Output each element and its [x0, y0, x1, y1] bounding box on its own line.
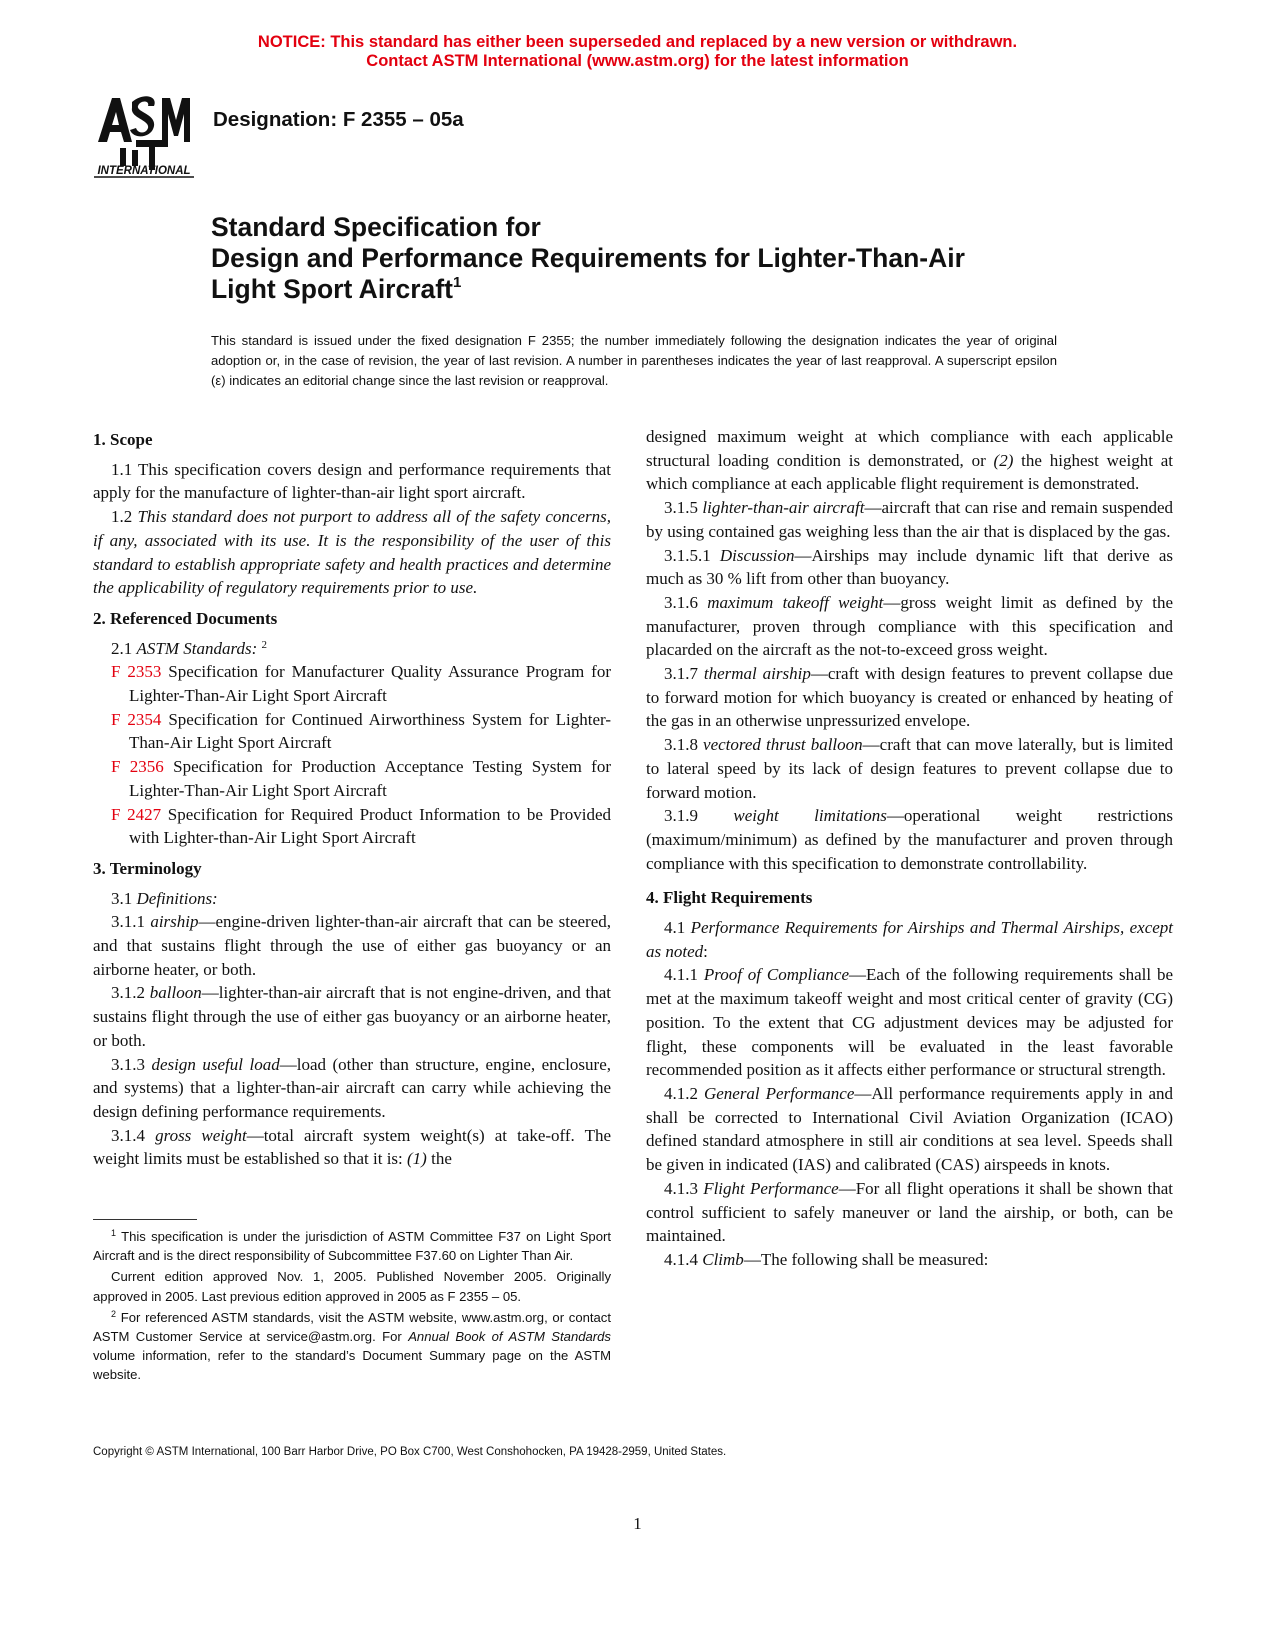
logo-letter-s — [130, 96, 155, 136]
section-3-heading: 3. Terminology — [93, 858, 202, 878]
paragraph-3-1-3: 3.1.3 design useful load—load (other than structure, engine, enclosure, and systems) that a lighter-than-air aircraft can carry while achieving the design defining performance requirements. — [93, 1054, 612, 1121]
paragraph-1-2: 1.2 This standard does not purport to address all of the safety concerns, if any, associated with its use. It is the responsibility of the user of this standard to establish appropriate safety and health practices and determine the applicability of regulatory requirements prior to use. — [93, 507, 612, 598]
astm-logo — [92, 90, 196, 182]
title-line-3: Light Sport Aircraft$^1$ — [211, 274, 462, 304]
paragraph-3-1-1: 3.1.1 airship—engine-driven lighter-than-air aircraft that can be steered, and that sustains flight through the use of either gas buoyancy or an airborne heater, or both. — [93, 912, 611, 979]
copyright-line: Copyright © ASTM International, 100 Barr Harbor Drive, PO Box C700, West Conshohocken, PA 19428-2959, United States. — [93, 1446, 727, 1458]
logo-letter-m — [162, 98, 190, 142]
supersession-notice — [0, 33, 1275, 71]
paragraph-3-1-4-continued: designed maximum weight at which compliance with each applicable structural loading condition is demonstrated, or (2) the highest weight at which compliance at each applicable flight requirement is demonstrated. — [646, 427, 1173, 494]
paragraph-4-1: 4.1 Performance Requirements for Airships and Thermal Airships, except as noted: — [646, 918, 1174, 961]
reference-link-f2354[interactable]: F 2354 — [111, 709, 162, 729]
paragraph-3-1-2: 3.1.2 balloon—lighter-than-air aircraft that is not engine-driven, and that sustains flight through the use of either gas buoyancy or an airborne heater, or both. — [93, 983, 612, 1050]
right-column — [646, 425, 1173, 1272]
section-1-heading: 1. Scope — [93, 430, 153, 449]
notice-line-1: NOTICE: This standard has either been superseded and replaced by a new version or withdrawn. — [257, 33, 1018, 51]
reference-f2354: F 2354 Specification for Continued Airworthiness System for Lighter-Than-Air Light Sport Aircraft — [111, 709, 611, 753]
left-column — [93, 428, 611, 1171]
footnote-2: $^2$ For referenced ASTM standards, visit the ASTM website, www.astm.org, or contact ASTM Customer Service at service@astm.org. For Annual Book of ASTM Standards volume information, refer to the standard’s Document Summary page on the ASTM website. — [93, 1308, 611, 1383]
paragraph-4-1-3: 4.1.3 Flight Performance—For all flight operations it shall be shown that control sufficient to safely maneuver or land the airship, or both, can be maintained. — [646, 1178, 1173, 1246]
paragraph-1-1: 1.1 This specification covers design and performance requirements that apply for the manufacture of lighter-than-air light sport aircraft. — [93, 459, 611, 503]
title-line-1: Standard Specification for — [211, 212, 541, 242]
reference-link-f2356[interactable]: F 2356 — [111, 757, 164, 777]
paragraph-3-1-6: 3.1.6 maximum takeoff weight—gross weight limit as defined by the manufacturer, proven through compliance with this specification and placarded on the aircraft as the not-to-exceed gross weight. — [646, 592, 1173, 660]
paragraph-2-1: 2.1 ASTM Standards: $^2$ — [111, 638, 267, 658]
paragraph-3-1-4: 3.1.4 gross weight—total aircraft system weight(s) at take-off. The weight limits must be established so that it is: (1) the — [93, 1125, 612, 1169]
designation: Designation: F 2355 – 05a — [213, 108, 464, 131]
footnote-2-mark[interactable]: 2 — [261, 638, 267, 651]
paragraph-3-1-9: 3.1.9 weight limitations—operational weight restrictions (maximum/minimum) as defined by the manufacturer and proven through compliance with this specification to demonstrate controllability. — [646, 806, 1174, 873]
paragraph-4-1-4: 4.1.4 Climb—The following shall be measured: — [664, 1249, 989, 1269]
document-title — [211, 212, 1111, 305]
reference-link-f2353[interactable]: F 2353 — [111, 662, 162, 682]
reference-f2353: F 2353 Specification for Manufacturer Quality Assurance Program for Lighter-Than-Air Light Sport Aircraft — [111, 662, 611, 706]
paragraph-3-1-7: 3.1.7 thermal airship—craft with design features to prevent collapse due to forward motion for which buoyancy is created or enhanced by heating of the gas in an otherwise unpressurized envelope. — [646, 664, 1174, 731]
logo-letter-a — [98, 98, 132, 142]
paragraph-3-1: 3.1 Definitions: — [111, 888, 218, 908]
notice-line-2: Contact ASTM International (www.astm.org) for the latest information — [366, 52, 909, 70]
reference-f2427: F 2427 Specification for Required Product Information to be Provided with Lighter-than-Air Light Sport Aircraft — [111, 804, 611, 848]
reference-f2356: F 2356 Specification for Production Acceptance Testing System for Lighter-Than-Air Light Sport Aircraft — [111, 757, 611, 800]
paragraph-4-1-1: 4.1.1 Proof of Compliance—Each of the following requirements shall be met at the maximum takeoff weight and most critical center of gravity (CG) position. To the extent that CG adjustment devices may be adjusted for flight, these components will be evaluated in the least favorable recommended position as it affects either performance or structural strength. — [646, 965, 1174, 1080]
title-footnote-mark[interactable]: 1 — [452, 274, 462, 291]
footnote-divider — [93, 1219, 197, 1220]
logo-text: INTERNATIONAL — [97, 165, 191, 177]
footnotes — [93, 1227, 611, 1387]
footnote-1: $^1$ This specification is under the jurisdiction of ASTM Committee F37 on Light Sport Aircraft and is the direct responsibility of Subcommittee F37.60 on Lighter Than Air. — [93, 1228, 611, 1264]
paragraph-3-1-5-1: 3.1.5.1 Discussion—Airships may include dynamic lift that derive as much as 30 % lift from other than buoyancy. — [646, 545, 1174, 589]
paragraph-3-1-5: 3.1.5 lighter-than-air aircraft—aircraft that can rise and remain suspended by using contained gas weighing less than the air that is displaced by the gas. — [646, 498, 1174, 541]
title-line-2: Design and Performance Requirements for Lighter-Than-Air — [211, 243, 965, 273]
reference-link-f2427[interactable]: F 2427 — [111, 804, 162, 824]
footnote-1-edition: Current edition approved Nov. 1, 2005. Published November 2005. Originally approved in 2005. Last previous edition approved in 2005 as F 2355 – 05. — [93, 1269, 611, 1304]
paragraph-4-1-2: 4.1.2 General Performance—All performance requirements apply in and shall be corrected to International Civil Aviation Organization (ICAO) defined standard atmosphere in still air conditions at sea level. Speeds shall be given in indicated (IAS) and calibrated (CAS) airspeeds in knots. — [646, 1083, 1173, 1175]
section-4-heading: 4. Flight Requirements — [646, 888, 813, 908]
paragraph-3-1-8: 3.1.8 vectored thrust balloon—craft that can move laterally, but is limited to lateral speed by its lack of design features to prevent collapse due to forward motion. — [646, 735, 1174, 802]
standard-issuance-note: This standard is issued under the fixed designation F 2355; the number immediately following the designation indicates the year of original adoption or, in the case of revision, the year of last revision. A number in parentheses indicates the year of last reapproval. A superscript epsilon (ε) indicates an editorial change since the last revision or reapproval. — [211, 333, 1057, 388]
page-number: 1 — [633, 1514, 642, 1533]
section-2-heading: 2. Referenced Documents — [93, 608, 278, 628]
